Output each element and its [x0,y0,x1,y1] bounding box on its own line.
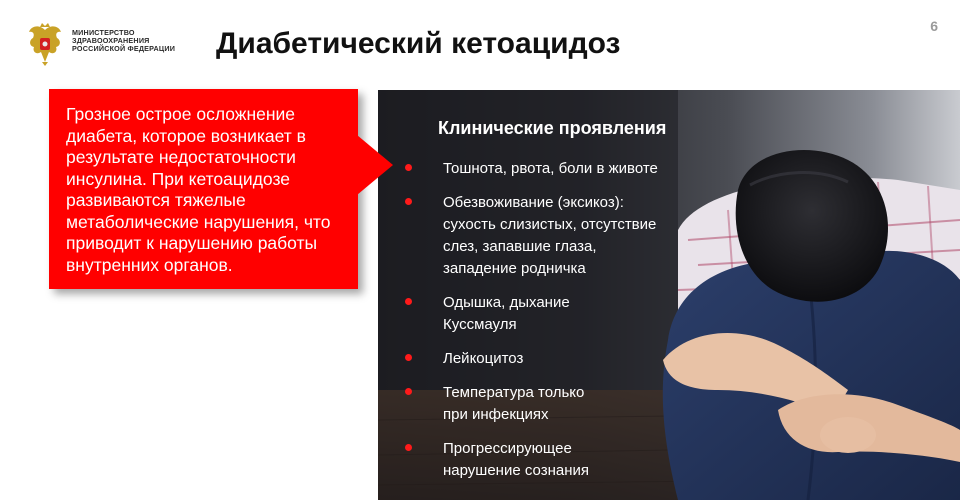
symptom-item [400,158,700,180]
symptom-line: западение родничка [443,260,586,277]
symptom-line: Одышка, дыхание [443,294,570,311]
symptom-item [400,382,700,426]
definition-text: Грозное острое осложнение диабета, которое возникает в результате недостаточности инсулина. При кетоацидозе развиваются тяжелые метаболические нарушения, что приводит к нарушению работы внутренних органов. [66,104,331,275]
symptom-line: при инфекциях [443,406,549,423]
symptom-line: Лейкоцитоз [443,350,524,367]
symptom-item [400,348,700,370]
bullet-icon [405,298,412,305]
symptom-line: Обезвоживание (эксикоз): [443,194,624,211]
ministry-emblem-icon [25,22,65,66]
symptom-list [400,158,700,494]
symptom-item [400,192,700,280]
symptom-line: Прогрессирующее [443,440,572,457]
ministry-line: ЗДРАВООХРАНЕНИЯ [72,36,150,45]
bullet-icon [405,198,412,205]
symptom-line: Тошнота, рвота, боли в животе [443,160,658,177]
ministry-line: МИНИСТЕРСТВО [72,28,135,37]
ministry-name [72,29,212,53]
symptom-line: слез, запавшие глаза, [443,238,597,255]
symptom-item [400,292,700,336]
clinical-heading: Клинические проявления [438,118,667,138]
symptom-line: Температура только [443,384,585,401]
definition-callout [49,89,358,289]
symptom-line: сухость слизистых, отсутствие [443,216,657,233]
ministry-line: РОССИЙСКОЙ ФЕДЕРАЦИИ [72,44,176,53]
symptom-line: Куссмауля [443,316,517,333]
callout-arrow-icon [357,135,393,195]
bullet-icon [405,444,412,451]
slide-title: Диабетический кетоацидоз [216,27,621,60]
bullet-icon [405,164,412,171]
symptom-item [400,438,700,482]
page-number: 6 [930,18,938,34]
bullet-icon [405,388,412,395]
symptom-line: нарушение сознания [443,462,589,479]
bullet-icon [405,354,412,361]
